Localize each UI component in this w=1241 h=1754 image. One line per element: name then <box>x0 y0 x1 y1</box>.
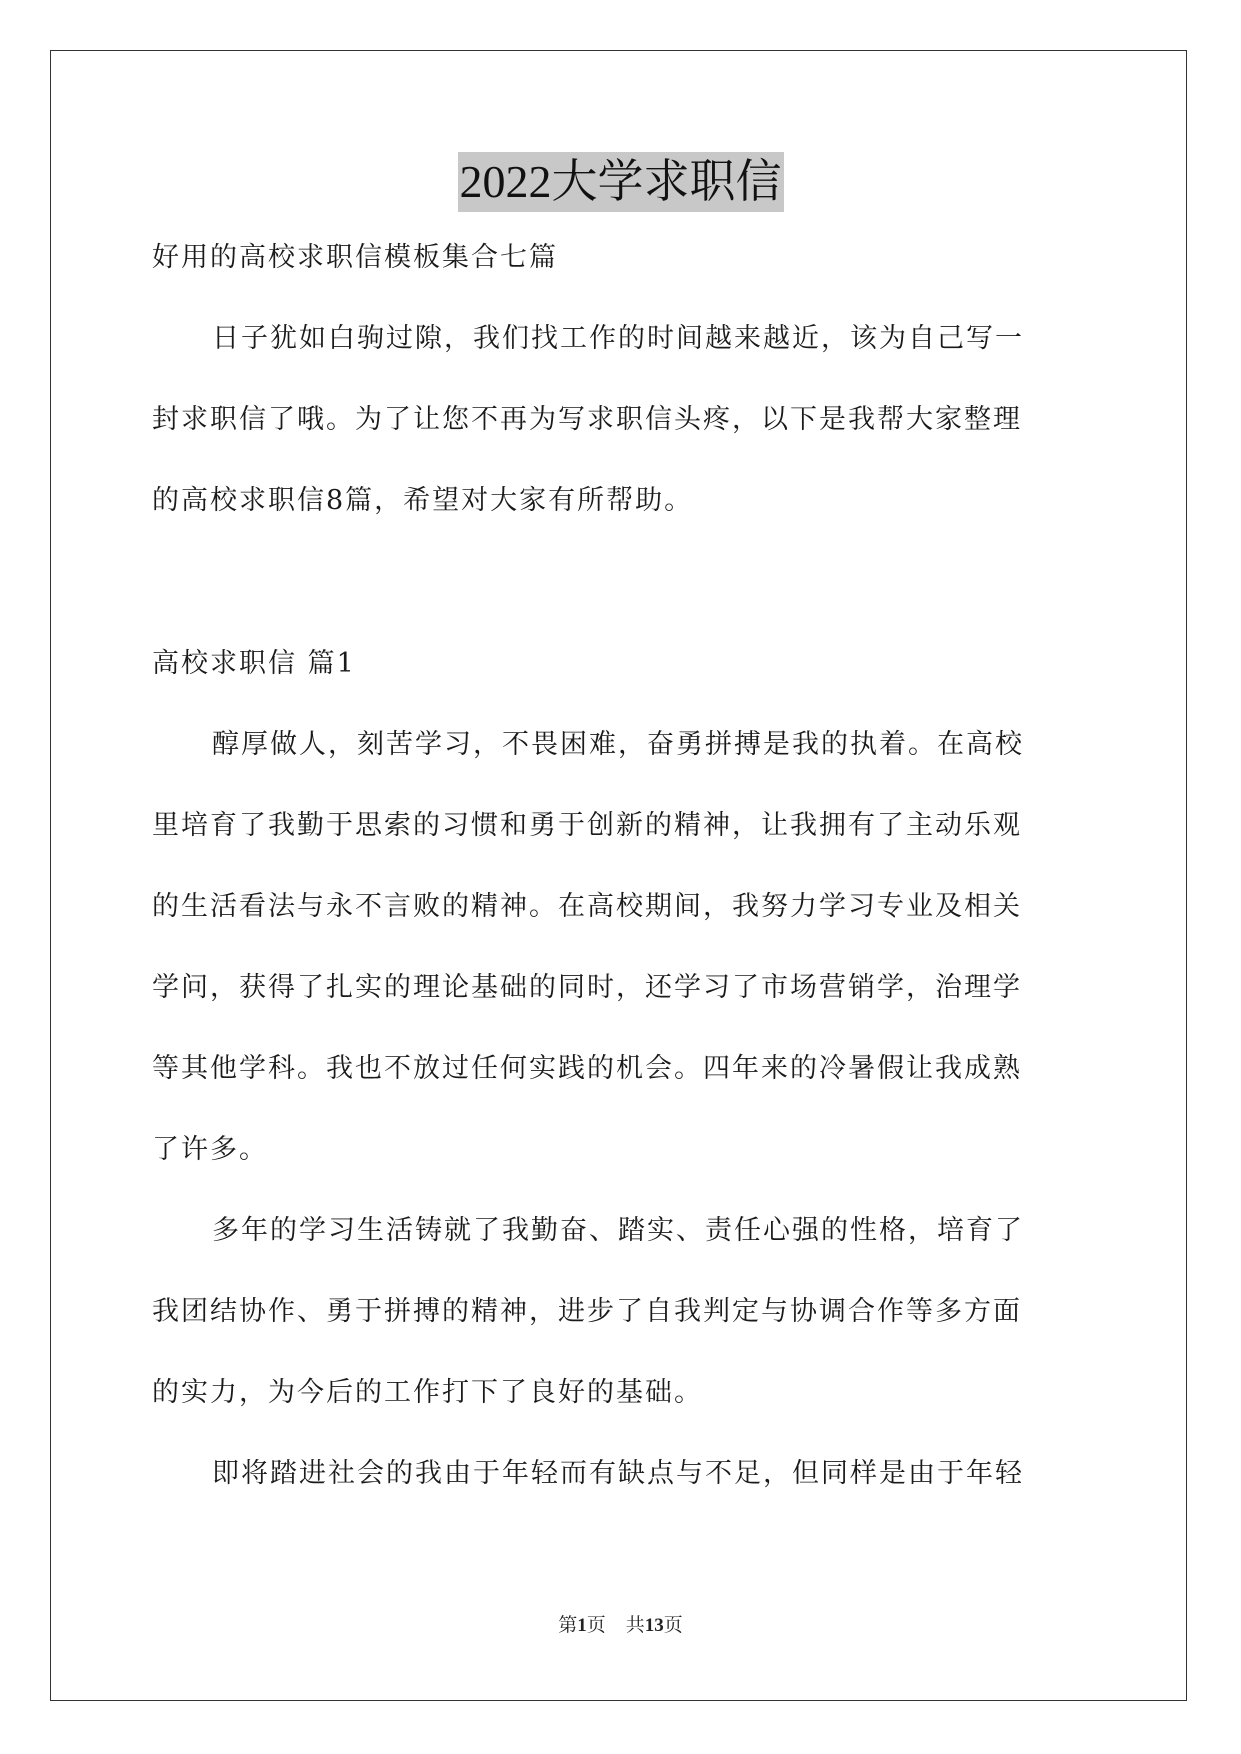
paragraph-line: 醇厚做人，刻苦学习，不畏困难，奋勇拼搏是我的执着。在高校 <box>212 729 1024 760</box>
title-container <box>0 152 1241 212</box>
intro-line: 的高校求职信8篇，希望对大家有所帮助。 <box>152 485 694 516</box>
current-page-number: 1 <box>577 1615 587 1636</box>
total-page-count: 13 <box>644 1615 664 1636</box>
document-subtitle: 好用的高校求职信模板集合七篇 <box>152 242 558 273</box>
total-prefix: 共 <box>625 1614 645 1636</box>
page-footer <box>0 1612 1241 1639</box>
page-prefix: 第 <box>558 1614 578 1636</box>
total-suffix: 页 <box>663 1614 683 1636</box>
paragraph-line: 我团结协作、勇于拼搏的精神，进步了自我判定与协调合作等多方面 <box>152 1296 1022 1327</box>
paragraph-line: 了许多。 <box>152 1134 268 1165</box>
page-suffix: 页 <box>586 1614 606 1636</box>
paragraph-line: 里培育了我勤于思索的习惯和勇于创新的精神，让我拥有了主动乐观 <box>152 810 1022 841</box>
document-title: 2022大学求职信 <box>458 152 784 212</box>
paragraph-line: 的实力，为今后的工作打下了良好的基础。 <box>152 1377 703 1408</box>
paragraph-line: 等其他学科。我也不放过任何实践的机会。四年来的冷暑假让我成熟 <box>152 1053 1022 1084</box>
paragraph-line: 的生活看法与永不言败的精神。在高校期间，我努力学习专业及相关 <box>152 891 1022 922</box>
paragraph-line: 即将踏进社会的我由于年轻而有缺点与不足，但同样是由于年轻 <box>212 1458 1024 1489</box>
intro-line: 封求职信了哦。为了让您不再为写求职信头疼，以下是我帮大家整理 <box>152 404 1022 435</box>
document-body <box>152 232 1092 1529</box>
paragraph-line: 多年的学习生活铸就了我勤奋、踏实、责任心强的性格，培育了 <box>212 1215 1024 1246</box>
blank-spacer <box>152 556 1092 638</box>
intro-line: 日子犹如白驹过隙，我们找工作的时间越来越近，该为自己写一 <box>212 323 1024 354</box>
paragraph-line: 学问，获得了扎实的理论基础的同时，还学习了市场营销学，治理学 <box>152 972 1022 1003</box>
section-heading: 高校求职信 篇1 <box>152 648 356 679</box>
